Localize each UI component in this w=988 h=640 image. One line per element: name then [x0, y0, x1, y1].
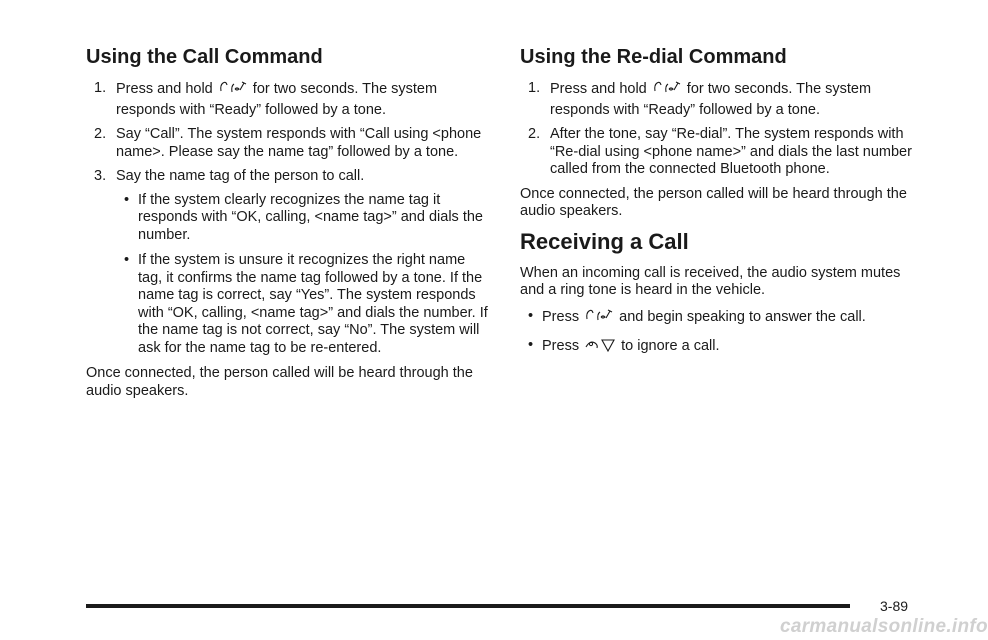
receiving-call-intro: When an incoming call is received, the audio system mutes and a ring tone is heard in the vehicle.	[520, 264, 901, 298]
bullet-item: • Press to ignore a call.	[520, 337, 925, 359]
redial-closing: Once connected, the person called will be heard through the audio speakers.	[520, 185, 907, 219]
step-item: 1. Press and hold for two seconds. The system responds with “Ready” followed by a tone.	[528, 80, 872, 118]
page-number: 3-89	[880, 598, 909, 614]
push-to-talk-icon	[653, 80, 681, 102]
step-item: 2. After the tone, say “Re-dial”. The system responds with “Re-dial using <phone name>” and dials the last number called from the connected Bluetooth phone.	[528, 126, 912, 177]
call-command-heading: Using the Call Command	[86, 46, 323, 68]
call-command-steps	[86, 80, 491, 357]
receiving-call-bullets	[520, 308, 925, 359]
watermark: carmanualsonline.info	[780, 616, 988, 637]
bullet-item: • If the system clearly recognizes the name tag it responds with “OK, calling, <name tag>” and dials the number.	[116, 192, 491, 245]
push-to-talk-icon	[585, 308, 613, 330]
receiving-call-heading: Receiving a Call	[520, 228, 689, 254]
redial-heading: Using the Re-dial Command	[520, 46, 787, 68]
end-call-icon	[585, 337, 615, 359]
bullet-item: • Press and begin speaking to answer the call.	[520, 308, 925, 330]
step-item: 3. Say the name tag of the person to call. • If the system clearly recognizes the name tag it responds with “OK, calling, <name tag>” and dials the number. • If the system is unsure it recognizes the right name tag, it confirms the name tag followed by a tone. If the name tag is correct, say “Yes”. The system responds with “OK, calling, <name tag>” and dials the number. If the name tag is not correct, say “No”. The system will ask for the name tag to be re-entered.	[86, 168, 491, 357]
push-to-talk-icon	[219, 80, 247, 102]
left-column	[86, 44, 491, 408]
step-item: 1. Press and hold for two seconds. The system responds with “Ready” followed by a tone.	[94, 80, 438, 118]
call-command-closing: Once connected, the person called will be heard through the audio speakers.	[86, 365, 473, 399]
bullet-item: • If the system is unsure it recognizes the right name tag, it confirms the name tag followed by a tone. If the name tag is correct, say “Yes”. The system responds with “OK, calling, <name tag>” and dials the number. If the name tag is not correct, say “No”. The system will ask for the name tag to be re-entered.	[116, 252, 491, 357]
step-item: 2. Say “Call”. The system responds with “Call using <phone name>. Please say the name tag” followed by a tone.	[94, 126, 482, 160]
step-3-bullets	[116, 192, 491, 358]
redial-steps	[520, 80, 925, 179]
right-column	[520, 44, 925, 367]
footer-rule	[86, 604, 850, 608]
